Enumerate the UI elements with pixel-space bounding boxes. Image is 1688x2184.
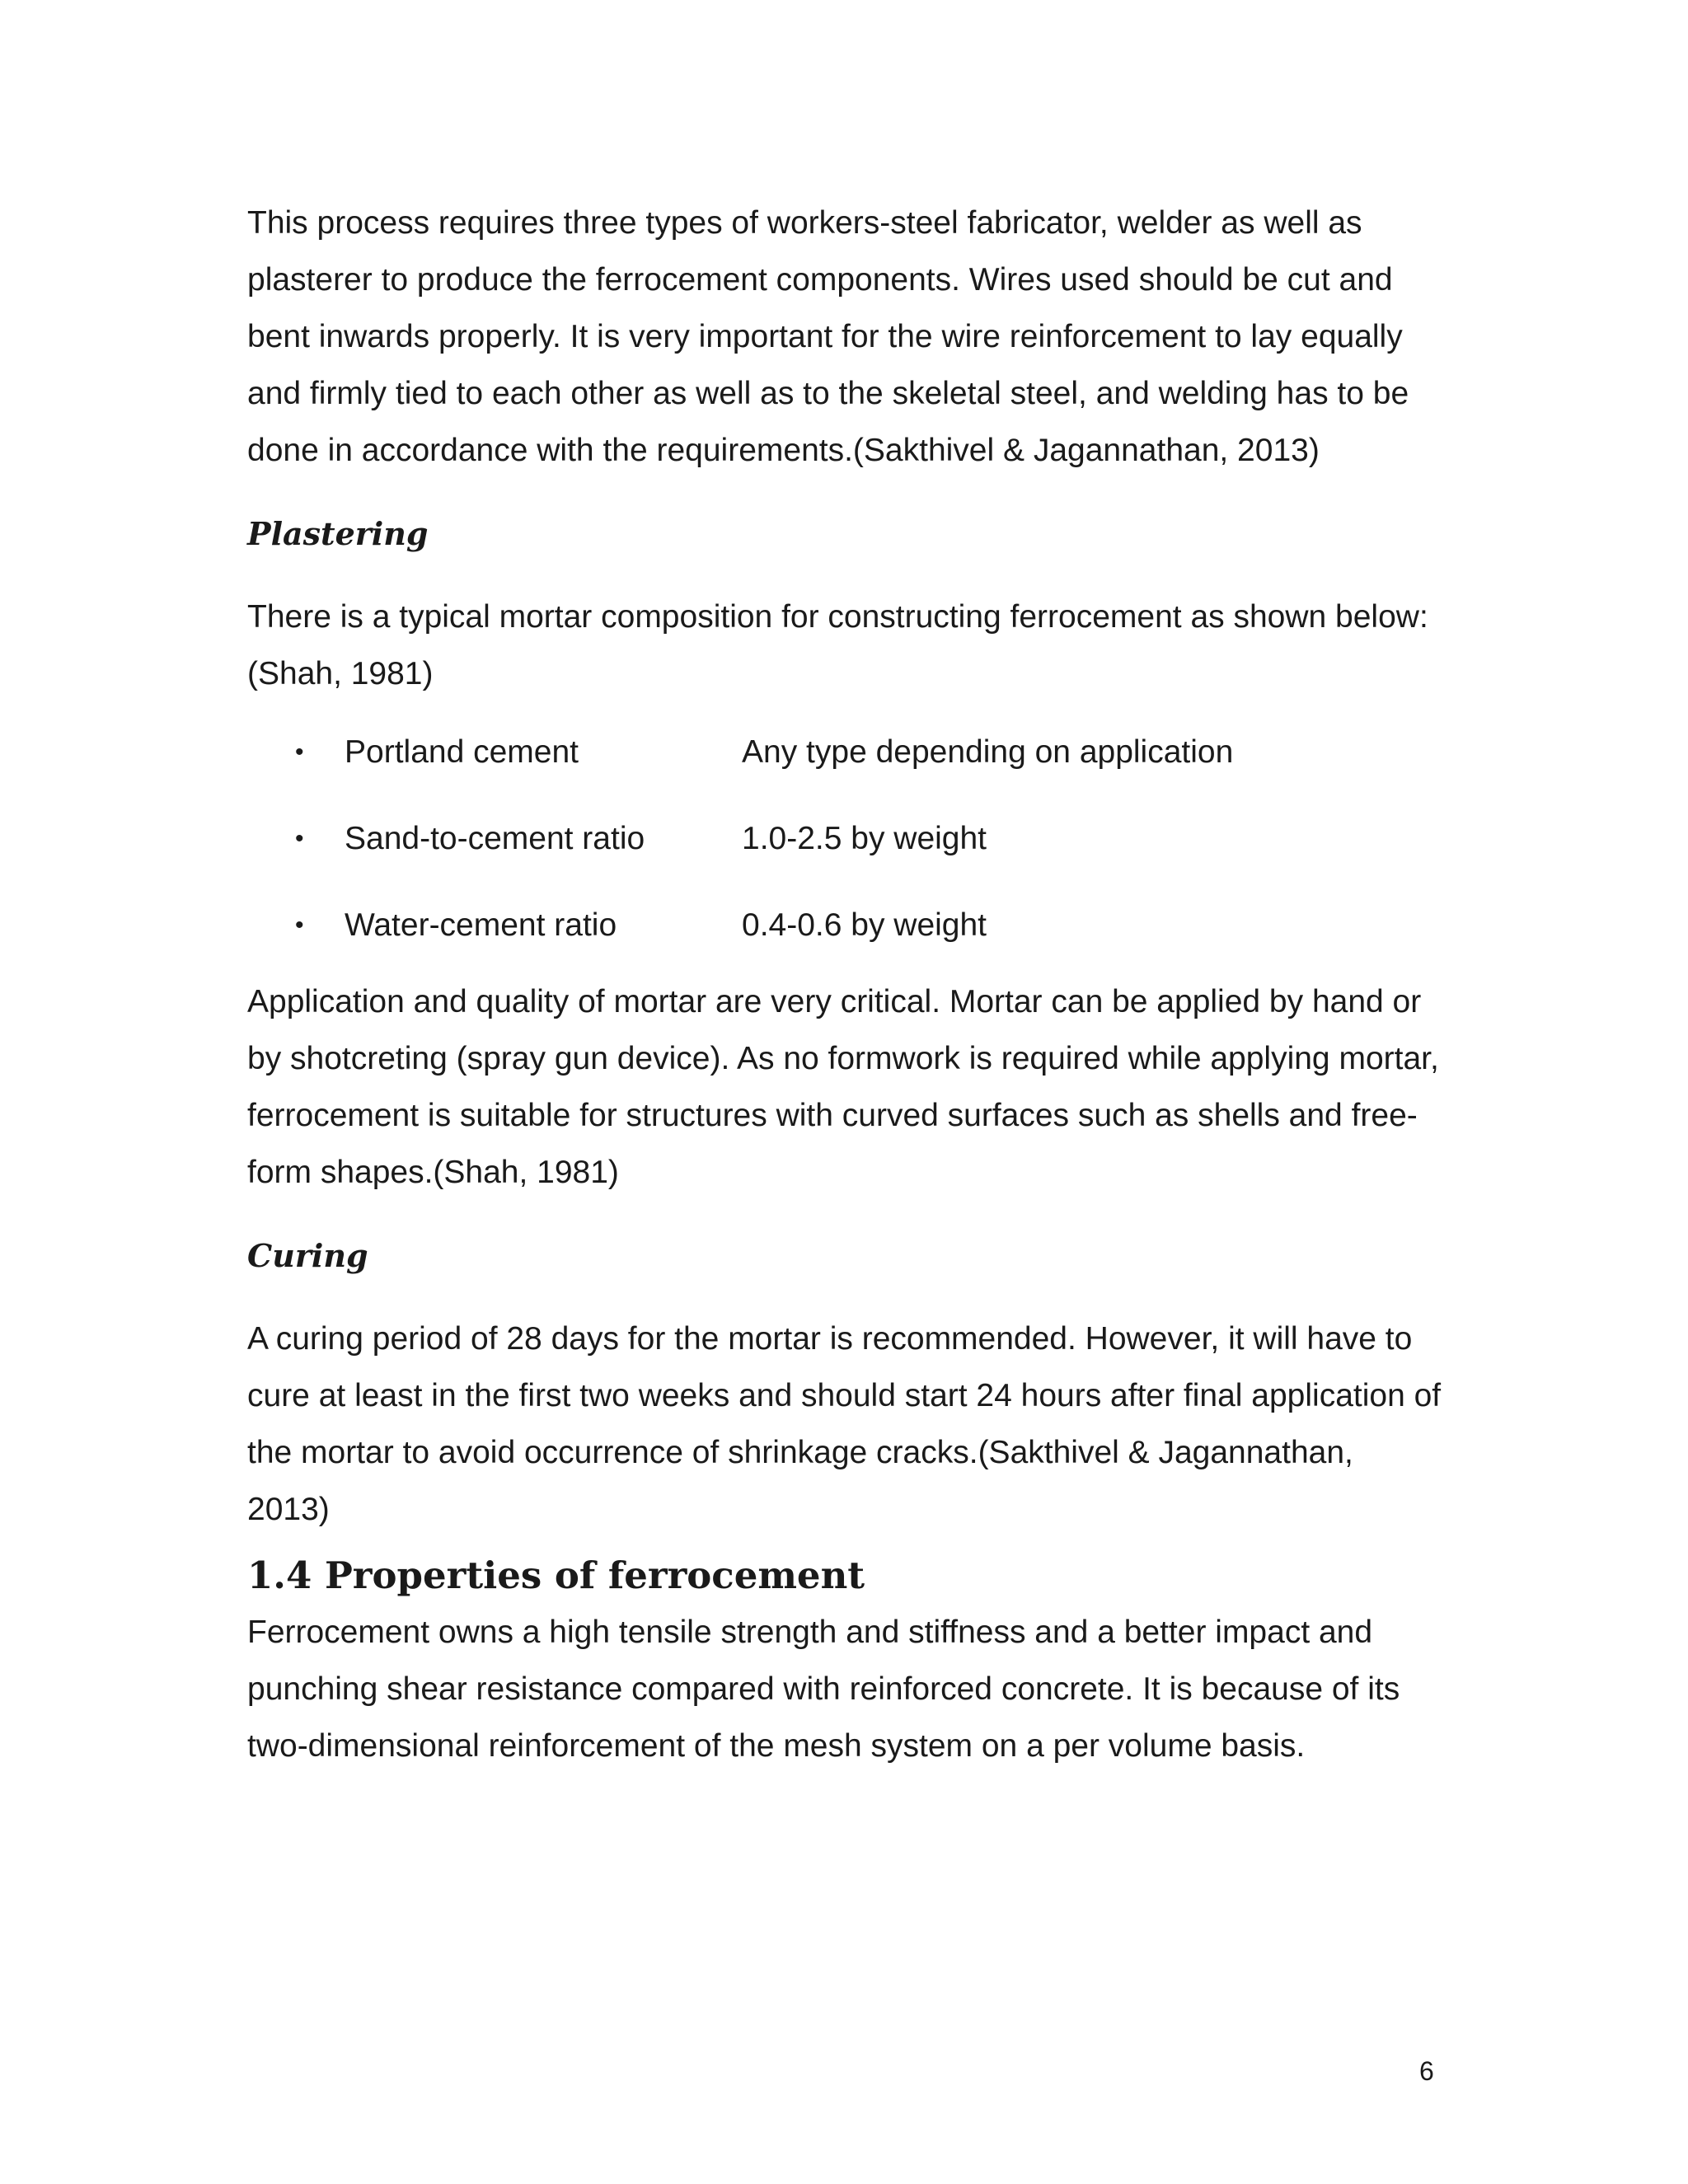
mortar-value: 0.4-0.6 by weight bbox=[742, 907, 987, 943]
page-content bbox=[247, 194, 1442, 1801]
mortar-composition-list bbox=[247, 709, 1442, 968]
bullet-icon: • bbox=[295, 911, 304, 939]
paragraph-application: Application and quality of mortar are very critical. Mortar can be applied by hand or by shotcreting (spray gun device). As no formwork is required while applying mortar, ferrocement is suitable for structures with curved surfaces such as shells and free-form shapes.(Shah, 1981) bbox=[247, 984, 1439, 1190]
mortar-label: Sand-to-cement ratio bbox=[345, 820, 645, 856]
bullet-icon: • bbox=[295, 824, 304, 852]
paragraph-curing: A curing period of 28 days for the mortar is recommended. However, it will have to cure at least in the first two weeks and should start 24 hours after final application of the mortar to avoid occurrence of shrinkage cracks.(Sakthivel & Jagannathan, 2013) bbox=[247, 1321, 1442, 1527]
heading-curing: Curing bbox=[247, 1237, 368, 1274]
paragraph-properties: Ferrocement owns a high tensile strength and stiffness and a better impact and punching shear resistance compared with reinforced concrete. It is because of its two-dimensional reinforcement of the mesh system on a per volume basis. bbox=[247, 1615, 1400, 1764]
heading-plastering: Plastering bbox=[247, 515, 429, 552]
mortar-label: Water-cement ratio bbox=[345, 907, 617, 943]
mortar-value: Any type depending on application bbox=[742, 733, 1234, 770]
paragraph-mortar-intro: There is a typical mortar composition for constructing ferrocement as shown below:(Shah, 1981) bbox=[247, 599, 1428, 691]
section-heading-properties: 1.4 Properties of ferrocement bbox=[247, 1554, 865, 1597]
list-item bbox=[247, 882, 1442, 968]
paragraph-intro: This process requires three types of workers-steel fabricator, welder as well as plasterer to produce the ferrocement components. Wires used should be cut and bent inwards properly. It is very important for the wire reinforcement to lay equally and firmly tied to each other as well as to the skeletal steel, and welding has to be done in accordance with the requirements.(Sakthivel & Jagannathan, 2013) bbox=[247, 205, 1409, 468]
bullet-icon: • bbox=[295, 738, 304, 766]
list-item bbox=[247, 795, 1442, 882]
list-item bbox=[247, 709, 1442, 795]
page-number: 6 bbox=[1419, 2056, 1434, 2086]
mortar-label: Portland cement bbox=[345, 733, 579, 770]
mortar-value: 1.0-2.5 by weight bbox=[742, 820, 987, 856]
